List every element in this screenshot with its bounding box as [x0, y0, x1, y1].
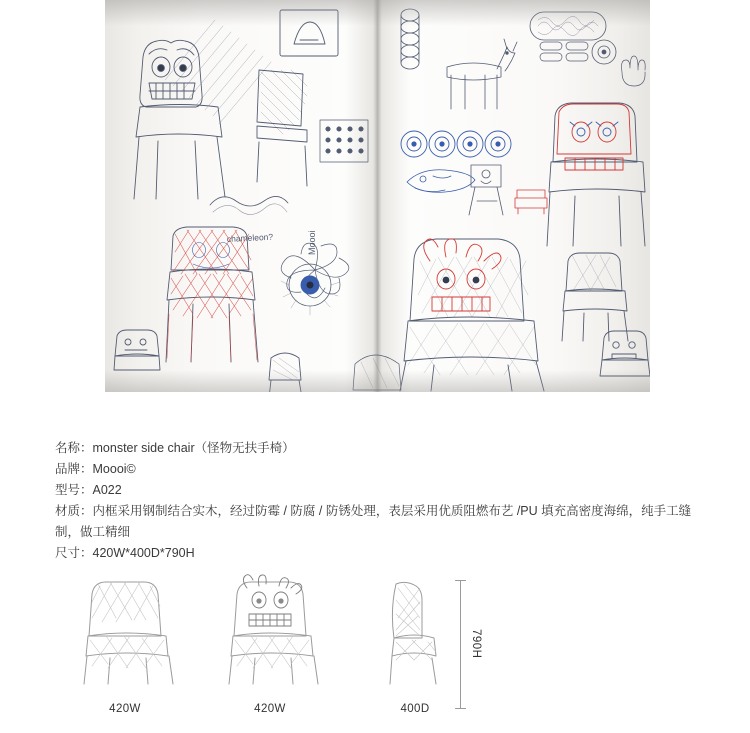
sketch-drawings	[105, 0, 650, 392]
side-view-drawing	[360, 572, 470, 697]
height-tick-bottom	[455, 708, 466, 709]
product-size-line: 尺寸：420W*400D*790H	[55, 546, 195, 560]
page-shadow-top	[105, 0, 650, 26]
front-view-caption: 420W	[109, 703, 141, 715]
product-description	[55, 438, 715, 564]
dimension-front-view	[70, 572, 180, 715]
material-label: 材质：	[55, 504, 93, 518]
height-dimension-label: 790H	[470, 629, 482, 659]
dimension-back-view	[215, 572, 325, 715]
page-shadow-bottom	[105, 370, 650, 392]
height-tick-top	[455, 580, 466, 581]
svg-text:Moooi: Moooi	[307, 230, 317, 255]
dimension-side-view	[360, 572, 470, 715]
back-view-caption: 420W	[254, 703, 286, 715]
svg-text:chameleon?: chameleon?	[226, 231, 274, 244]
material-text: 内框采用钢制结合实木，经过防霉 / 防腐 / 防锈处理，表层采用优质阻燃布艺 /PU 填充高密度海绵，纯手工缝制，做工精细	[55, 504, 692, 539]
back-view-drawing	[215, 572, 325, 697]
product-material-line	[55, 501, 715, 543]
product-name-line: 名称：monster side chair（怪物无扶手椅）	[55, 441, 295, 455]
side-view-caption: 400D	[400, 703, 430, 715]
product-model-line: 型号：A022	[55, 483, 122, 497]
concept-sketch-image	[105, 0, 650, 392]
product-brand-line: 品牌：Moooi©	[55, 462, 136, 476]
dimension-drawings	[60, 572, 480, 732]
front-view-drawing	[70, 572, 180, 697]
height-dimension-line	[460, 580, 461, 708]
